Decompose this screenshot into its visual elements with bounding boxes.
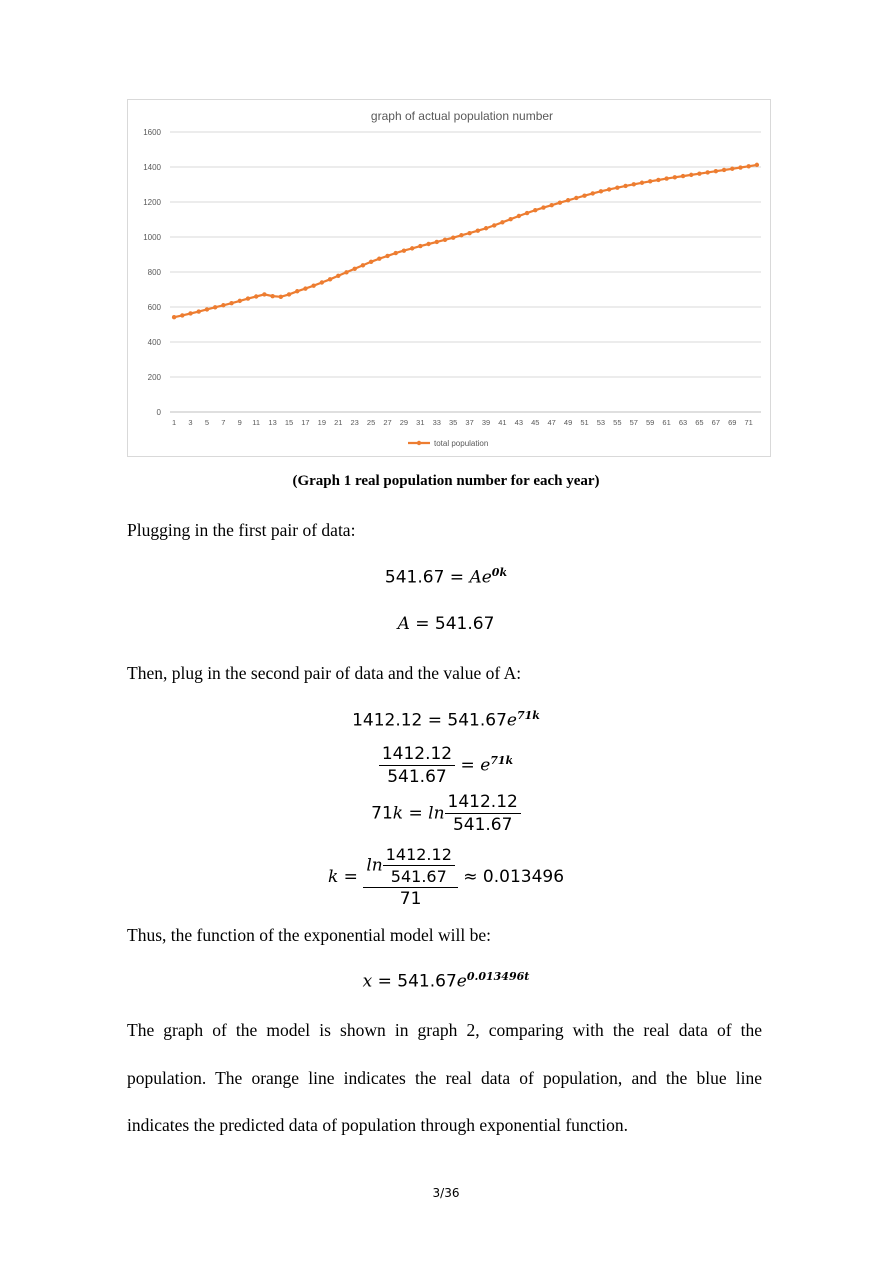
data-point xyxy=(566,198,570,202)
data-point xyxy=(549,203,553,207)
data-point xyxy=(484,226,488,230)
data-point xyxy=(418,244,422,248)
x-tick-label: 29 xyxy=(399,418,409,427)
data-point xyxy=(426,242,430,246)
data-point xyxy=(714,169,718,173)
data-point xyxy=(344,270,348,274)
equation-4: $\frac{1412.12}{541.67}$ = $e^{71k}$ xyxy=(0,744,892,787)
x-tick-label: 5 xyxy=(204,418,210,427)
data-point xyxy=(394,251,398,255)
x-tick-label: 3 xyxy=(188,418,193,427)
data-point xyxy=(303,286,307,290)
data-point xyxy=(287,292,291,296)
data-point xyxy=(188,311,192,315)
data-point xyxy=(476,229,480,233)
data-point xyxy=(664,176,668,180)
data-point xyxy=(443,238,447,242)
data-point xyxy=(697,171,701,175)
equation-6: k = ln $\frac{1412.12}{541.67}$ 71 ≈ 0.013496 xyxy=(327,845,565,909)
data-point xyxy=(738,165,742,169)
data-point xyxy=(508,217,512,221)
data-point xyxy=(435,240,439,244)
y-tick-label: 800 xyxy=(147,268,161,277)
data-point xyxy=(689,173,693,177)
data-point xyxy=(262,292,266,296)
data-point xyxy=(591,191,595,195)
x-tick-label: 37 xyxy=(465,418,474,427)
x-tick-label: 55 xyxy=(613,418,622,427)
x-tick-label: 57 xyxy=(629,418,638,427)
x-tick-label: 7 xyxy=(221,418,226,427)
x-tick-label: 53 xyxy=(596,418,606,427)
data-point xyxy=(221,303,225,307)
equation-3: $1412.12 = 541.67e^{71k}$ xyxy=(352,709,540,731)
x-tick-label: 43 xyxy=(514,418,524,427)
data-point xyxy=(722,168,726,172)
data-point xyxy=(238,299,242,303)
legend-marker xyxy=(417,441,421,445)
x-tick-label: 49 xyxy=(563,418,573,427)
data-point xyxy=(746,164,750,168)
y-tick-label: 1200 xyxy=(143,198,161,207)
x-tick-label: 33 xyxy=(432,418,441,427)
y-tick-label: 1000 xyxy=(143,233,161,242)
x-tick-label: 63 xyxy=(678,418,688,427)
data-point xyxy=(197,309,201,313)
data-point xyxy=(582,194,586,198)
x-tick-label: 1 xyxy=(172,418,177,427)
equation-2: A = 541.67 xyxy=(397,614,495,634)
data-point xyxy=(246,296,250,300)
data-point xyxy=(311,283,315,287)
x-tick-label: 39 xyxy=(481,418,491,427)
data-point xyxy=(270,294,274,298)
y-tick-label: 1400 xyxy=(143,163,161,172)
x-tick-label: 59 xyxy=(646,418,655,427)
page-number: 3/36 xyxy=(432,1186,460,1200)
data-point xyxy=(533,208,537,212)
data-point xyxy=(705,170,709,174)
legend-label: total population xyxy=(434,439,489,448)
data-point xyxy=(558,201,562,205)
data-point xyxy=(172,315,176,319)
x-tick-label: 11 xyxy=(252,418,261,427)
data-point xyxy=(599,189,603,193)
data-point xyxy=(632,182,636,186)
y-tick-label: 1600 xyxy=(143,128,161,137)
data-point xyxy=(500,220,504,224)
x-tick-label: 47 xyxy=(547,418,556,427)
x-tick-label: 27 xyxy=(383,418,392,427)
data-point xyxy=(352,267,356,271)
chart-svg xyxy=(128,100,772,458)
data-point xyxy=(517,214,521,218)
data-point xyxy=(525,211,529,215)
data-point xyxy=(213,305,217,309)
y-tick-label: 0 xyxy=(156,408,161,417)
x-tick-label: 31 xyxy=(416,418,425,427)
data-point xyxy=(328,277,332,281)
x-tick-label: 35 xyxy=(449,418,458,427)
data-point xyxy=(229,301,233,305)
x-tick-label: 65 xyxy=(695,418,704,427)
data-point xyxy=(492,223,496,227)
data-point xyxy=(615,185,619,189)
data-point xyxy=(673,175,677,179)
y-tick-label: 200 xyxy=(147,373,161,382)
data-point xyxy=(254,294,258,298)
y-tick-label: 400 xyxy=(147,338,161,347)
data-point xyxy=(755,163,759,167)
paragraph-second-pair: Then, plug in the second pair of data and the value of A: xyxy=(127,663,522,683)
data-point xyxy=(205,307,209,311)
x-tick-label: 71 xyxy=(744,418,753,427)
equation-7: $x = 541.67e^{0.013496t}$ xyxy=(362,970,530,992)
data-point xyxy=(336,274,340,278)
x-tick-label: 45 xyxy=(531,418,540,427)
data-point xyxy=(377,257,381,261)
x-tick-label: 67 xyxy=(711,418,721,427)
x-tick-label: 61 xyxy=(662,418,671,427)
data-point xyxy=(681,174,685,178)
x-tick-label: 25 xyxy=(366,418,376,427)
data-point xyxy=(541,205,545,209)
x-tick-label: 21 xyxy=(334,418,343,427)
x-tick-label: 9 xyxy=(237,418,242,427)
x-tick-label: 41 xyxy=(498,418,507,427)
x-tick-label: 13 xyxy=(268,418,277,427)
equation-5: 71k = ln $\frac{1412.12}{541.67}$ xyxy=(0,792,892,835)
data-point xyxy=(410,246,414,250)
data-point xyxy=(730,167,734,171)
nested-fraction: ln $\frac{1412.12}{541.67}$ 71 xyxy=(363,845,458,909)
x-tick-label: 51 xyxy=(580,418,589,427)
data-point xyxy=(320,280,324,284)
data-point xyxy=(623,184,627,188)
data-point xyxy=(279,295,283,299)
series-line xyxy=(174,165,757,317)
fraction: $\frac{1412.12}{541.67}$ xyxy=(379,744,455,787)
paragraph-line-1: The graph of the model is shown in graph 2, comparing with the real data of the xyxy=(127,1020,762,1040)
data-point xyxy=(607,187,611,191)
paragraph-line-2: population. The orange line indicates the real data of population, and the blue line xyxy=(127,1068,762,1088)
data-point xyxy=(451,236,455,240)
paragraph-function: Thus, the function of the exponential model will be: xyxy=(127,925,492,945)
equation-1: $541.67 = Ae^{0k}$ xyxy=(384,566,508,588)
x-tick-label: 15 xyxy=(284,418,294,427)
data-point xyxy=(369,260,373,264)
data-point xyxy=(459,233,463,237)
population-chart xyxy=(127,99,771,457)
data-point xyxy=(180,313,184,317)
data-point xyxy=(295,289,299,293)
x-tick-label: 17 xyxy=(301,418,310,427)
data-point xyxy=(467,231,471,235)
x-tick-label: 23 xyxy=(350,418,359,427)
y-tick-label: 600 xyxy=(147,303,161,312)
chart-title: graph of actual population number xyxy=(370,109,554,123)
figure-caption: (Graph 1 real population number for each year) xyxy=(292,473,600,489)
x-tick-label: 69 xyxy=(728,418,737,427)
paragraph-line-3: indicates the predicted data of population through exponential function. xyxy=(127,1115,629,1135)
data-point xyxy=(656,178,660,182)
fraction: $\frac{1412.12}{541.67}$ xyxy=(445,792,521,835)
data-point xyxy=(574,196,578,200)
data-point xyxy=(402,248,406,252)
data-point xyxy=(361,263,365,267)
x-tick-label: 19 xyxy=(317,418,327,427)
data-point xyxy=(385,254,389,258)
data-point xyxy=(648,179,652,183)
paragraph-first-pair: Plugging in the first pair of data: xyxy=(127,520,356,540)
data-point xyxy=(640,181,644,185)
